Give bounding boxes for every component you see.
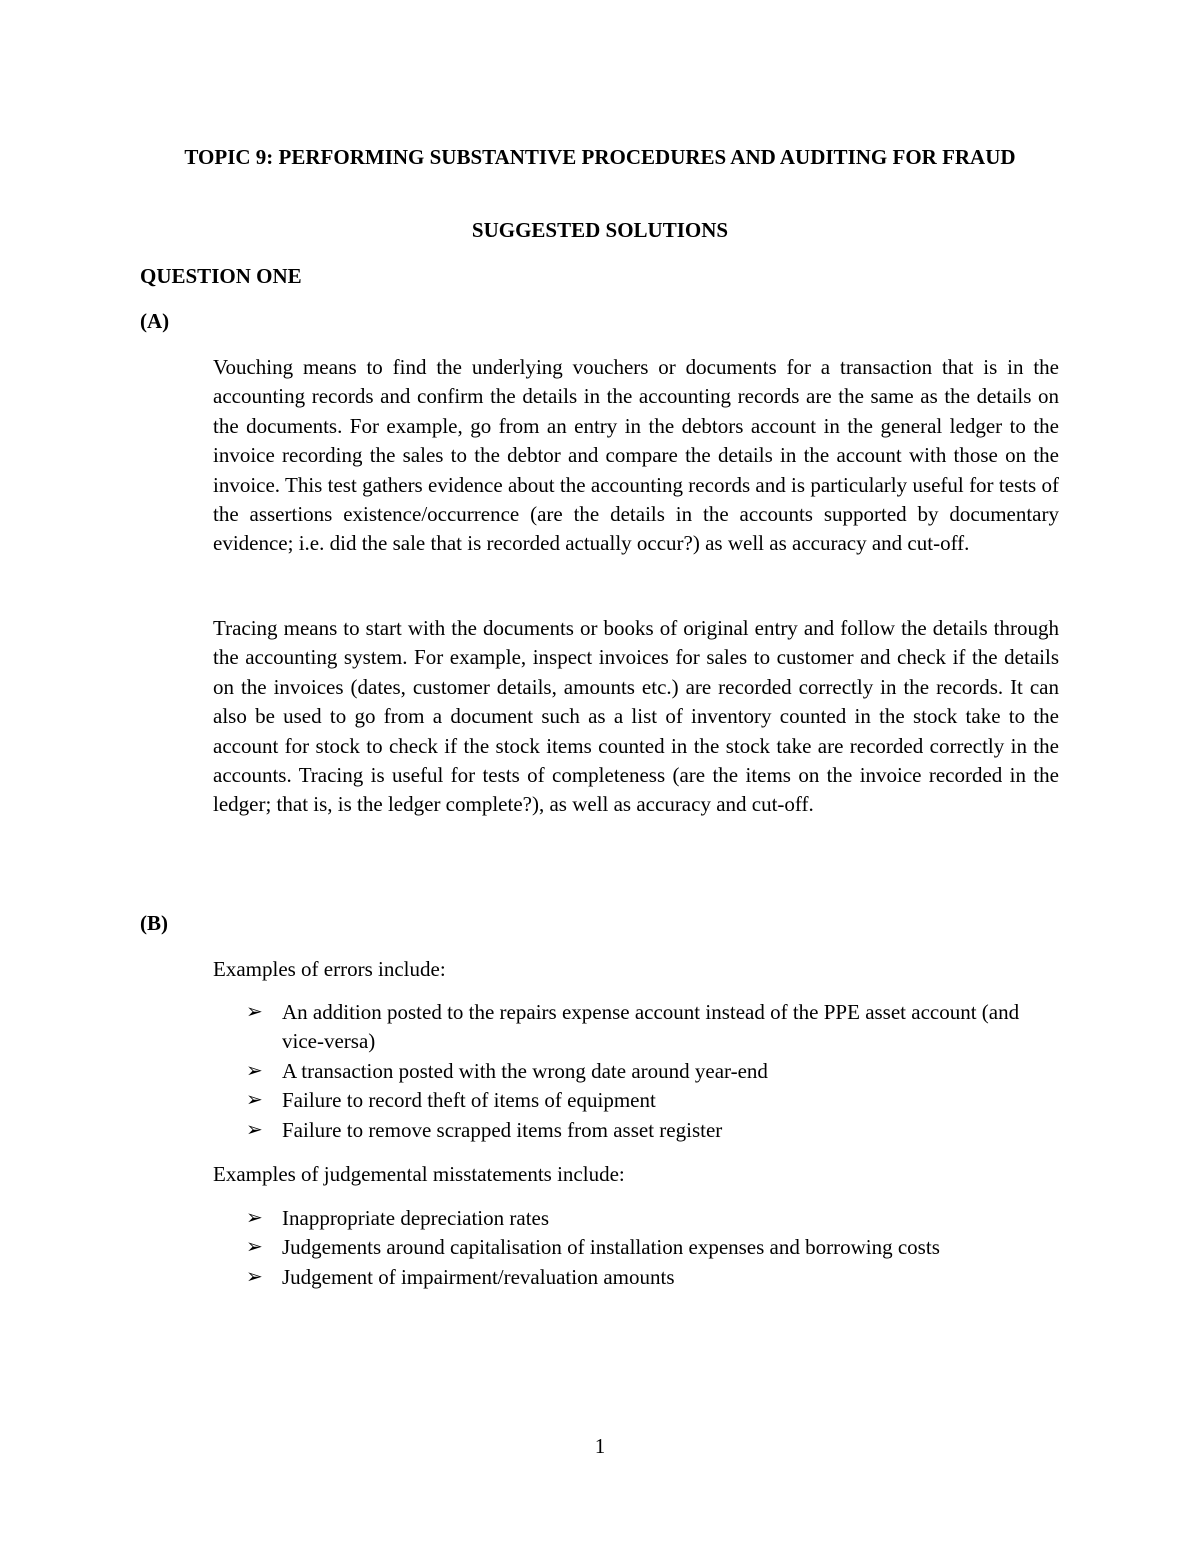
part-b-label: (B): [140, 911, 168, 935]
vouching-paragraph: Vouching means to find the underlying vouchers or documents for a transaction that is in the accounting records and confirm the details in the accounting records are the same as the details on the documents. For example, go from an entry in the debtors account in the general ledger to the invoice recording the sales to the debtor and compare the details in the account with those on the invoice. This test gathers evidence about the accounting records and is particularly useful for tests of the assertions existence/occurrence (are the details in the accounts supported by documentary evidence; i.e. did the sale that is recorded actually occur?) as well as accuracy and cut-off.: [213, 355, 1059, 556]
list-item: [246, 998, 1060, 1057]
judgemental-list: [246, 1204, 1060, 1292]
document-subtitle: SUGGESTED SOLUTIONS: [471, 218, 729, 242]
list-item-text: An addition posted to the repairs expense account instead of the PPE asset account (and vice-versa): [282, 1000, 1020, 1054]
errors-intro: Examples of errors include:: [213, 957, 446, 981]
part-a-label: (A): [140, 309, 170, 333]
judgemental-intro: Examples of judgemental misstatements include:: [213, 1162, 625, 1186]
arrowhead-bullet-icon: ➢: [246, 1059, 263, 1082]
arrowhead-bullet-icon: ➢: [246, 1207, 263, 1229]
list-item: [246, 1116, 1060, 1145]
document-title: TOPIC 9: PERFORMING SUBSTANTIVE PROCEDURES AND AUDITING FOR FRAUD: [184, 145, 1016, 169]
page-number: 1: [594, 1434, 606, 1458]
list-item: [246, 1263, 1060, 1292]
arrowhead-bullet-icon: ➢: [246, 1265, 263, 1288]
tracing-paragraph: Tracing means to start with the documents or books of original entry and follow the details through the accounting system. For example, inspect invoices for sales to customer and check if the details on the invoices (dates, customer details, amounts etc.) are recorded correctly in the records. It can also be used to go from a document such as a list of inventory counted in the stock take to the account for stock to check if the stock items counted in the stock take are recorded correctly in the accounts. Tracing is useful for tests of completeness (are the items on the invoice recorded in the ledger; that is, is the ledger complete?), as well as accuracy and cut-off.: [213, 616, 1059, 817]
question-heading: QUESTION ONE: [140, 264, 302, 288]
list-item-text: A transaction posted with the wrong date around year-end: [282, 1058, 768, 1083]
arrowhead-bullet-icon: ➢: [246, 1089, 263, 1112]
list-item-text: Failure to remove scrapped items from asset register: [282, 1117, 723, 1142]
arrowhead-bullet-icon: ➢: [246, 1001, 263, 1023]
list-item: [246, 1233, 1060, 1262]
list-item: [246, 1204, 1060, 1233]
list-item-text: Judgements around capitalisation of installation expenses and borrowing costs: [282, 1235, 940, 1260]
errors-list: [246, 998, 1060, 1145]
arrowhead-bullet-icon: ➢: [246, 1236, 263, 1259]
list-item: [246, 1057, 1060, 1086]
list-item-text: Inappropriate depreciation rates: [282, 1206, 550, 1230]
list-item-text: Judgement of impairment/revaluation amounts: [282, 1264, 675, 1289]
list-item-text: Failure to record theft of items of equipment: [282, 1088, 656, 1113]
list-item: [246, 1086, 1060, 1115]
arrowhead-bullet-icon: ➢: [246, 1118, 263, 1141]
